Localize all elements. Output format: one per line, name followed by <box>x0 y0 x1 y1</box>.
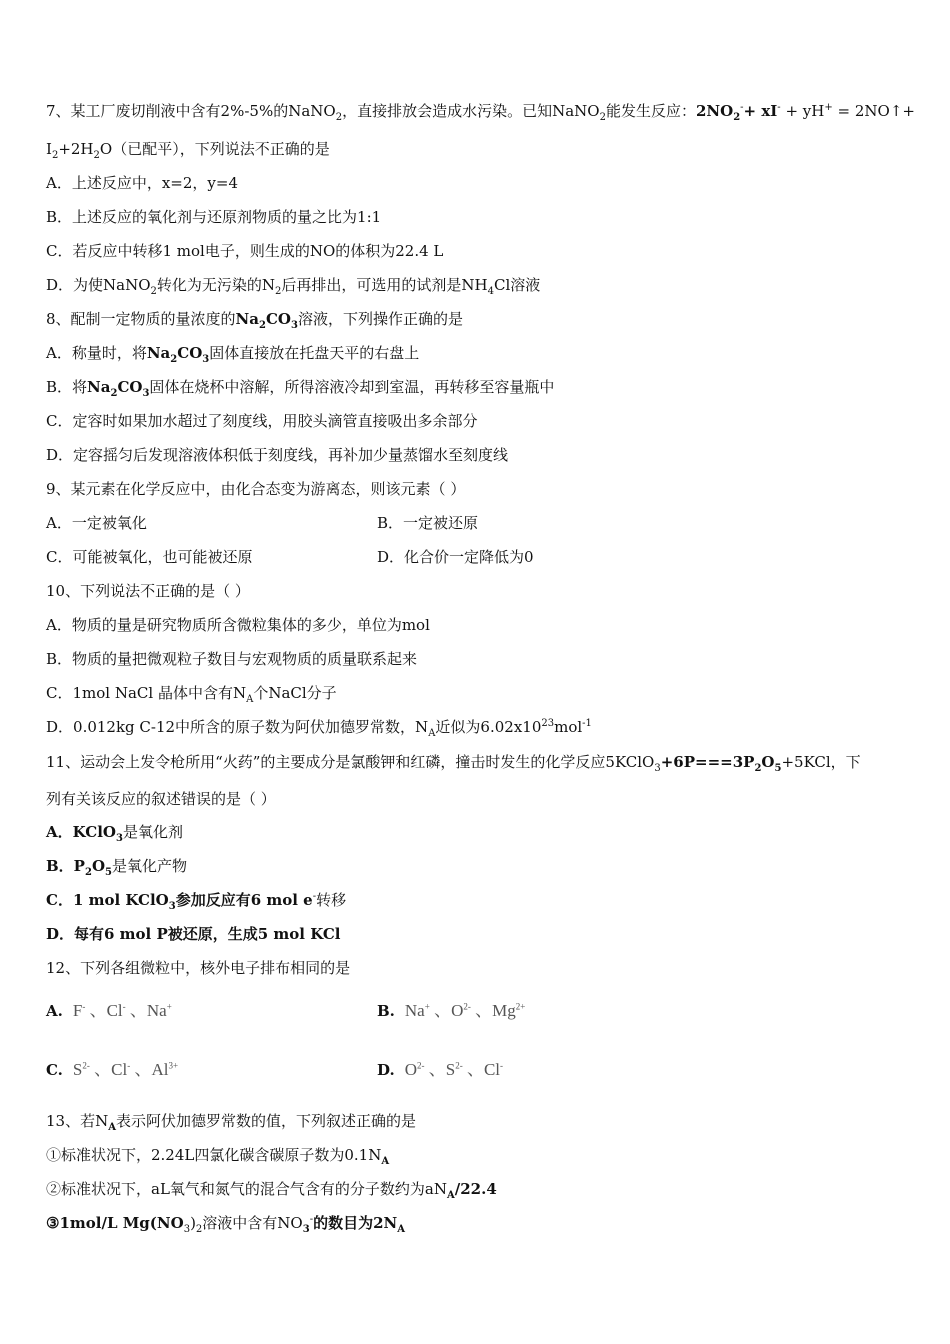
q10-option-a: A．物质的量是研究物质所含微粒集体的多少，单位为mol <box>46 616 430 634</box>
q10-option-d: D．0.012kg C-12中所含的原子数为阿伏加德罗常数，$N_A$近似为$6.02x10^{23}mol^{-1}$ <box>46 718 592 739</box>
q13-statement-2: ②标准状况下，aL氧气和氮气的混合气含有的分子数约为$aN_A/22.4$ <box>46 1180 497 1201</box>
q9-option-a: A．一定被氧化 <box>46 514 147 532</box>
q11-option-b: B．$P_2O_5$是氧化产物 <box>46 857 187 878</box>
q11-option-a: A．KClO$_3$是氧化剂 <box>46 823 183 844</box>
q7-option-c: C．若反应中转移1 mol电子，则生成的NO的体积为22.4 L <box>46 242 444 260</box>
q12-option-c: C. $S^{2-}$ 、Cl- 、$Al^{3+}$ <box>46 1060 179 1079</box>
q7-stem: 7、某工厂废切削液中含有2%-5%的NaNO$_2$，直接排放会造成水污染。已知NaNO$_2$能发生反应：$2NO_2^-+ xI^- + yH^+$ = 2NO↑+ <box>46 102 915 123</box>
q12-option-d: D. $O^{2-}$ 、$S^{2-}$ 、Cl- <box>377 1060 504 1079</box>
q11-option-d: D．每有6 mol P被还原，生成5 mol KCl <box>46 925 341 943</box>
q11-option-c: C．1 mol KClO$_3$参加反应有6 mol e-转移 <box>46 891 347 912</box>
q11-stem-line2: 列有关该反应的叙述错误的是（ ） <box>46 790 276 808</box>
q13-statement-3: ③1mol/L $Mg(NO_3)_2$溶液中含有$NO_3^-$的数目为$2N_A$ <box>46 1214 406 1235</box>
q9-stem: 9、某元素在化学反应中，由化合态变为游离态，则该元素（ ） <box>46 480 466 498</box>
q10-option-b: B．物质的量把微观粒子数目与宏观物质的质量联系起来 <box>46 650 418 668</box>
q7-stem-line2: $I_2+2H_2O$（已配平），下列说法不正确的是 <box>46 140 330 161</box>
q7-option-a: A．上述反应中，x=2，y=4 <box>46 174 238 192</box>
q10-option-c: C．1mol NaCl 晶体中含有$N_A$个NaCl分子 <box>46 684 337 705</box>
q7-option-d: D．为使NaNO$_2$转化为无污染的$N_2$后再排出，可选用的试剂是$NH_4Cl$溶液 <box>46 276 541 297</box>
q9-option-c: C．可能被氧化，也可能被还原 <box>46 548 253 566</box>
q12-option-b: B. Na+ 、$O^{2-}$ 、$Mg^{2+}$ <box>377 1001 526 1020</box>
q8-option-b: B．将$Na_2CO_3$固体在烧杯中溶解，所得溶液冷却到室温，再转移至容量瓶中 <box>46 378 555 399</box>
q13-statement-1: ①标准状况下，2.24L四氯化碳含碳原子数为$0.1N_A$ <box>46 1146 390 1167</box>
q11-stem: 11、运动会上发令枪所用“火药”的主要成分是氯酸钾和红磷，撞击时发生的化学反应$5KClO_3+6P===3P_2O_5+5KCl$，下 <box>46 753 861 774</box>
q13-stem: 13、若$N_A$表示阿伏加德罗常数的值，下列叙述正确的是 <box>46 1112 416 1133</box>
q8-option-c: C．定容时如果加水超过了刻度线，用胶头滴管直接吸出多余部分 <box>46 412 478 430</box>
q8-stem: 8、配制一定物质的量浓度的$Na_2CO_3$溶液，下列操作正确的是 <box>46 310 463 331</box>
q12-option-a: A. F- 、Cl- 、Na+ <box>46 1001 172 1020</box>
q10-stem: 10、下列说法不正确的是（ ） <box>46 582 250 600</box>
q9-option-b: B．一定被还原 <box>377 514 479 532</box>
q8-option-d: D．定容摇匀后发现溶液体积低于刻度线，再补加少量蒸馏水至刻度线 <box>46 446 509 464</box>
q7-option-b: B．上述反应的氧化剂与还原剂物质的量之比为1:1 <box>46 208 382 226</box>
q12-stem: 12、下列各组微粒中，核外电子排布相同的是 <box>46 959 351 977</box>
q8-option-a: A．称量时，将$Na_2CO_3$固体直接放在托盘天平的右盘上 <box>46 344 420 365</box>
q9-option-d: D．化合价一定降低为0 <box>377 548 534 566</box>
